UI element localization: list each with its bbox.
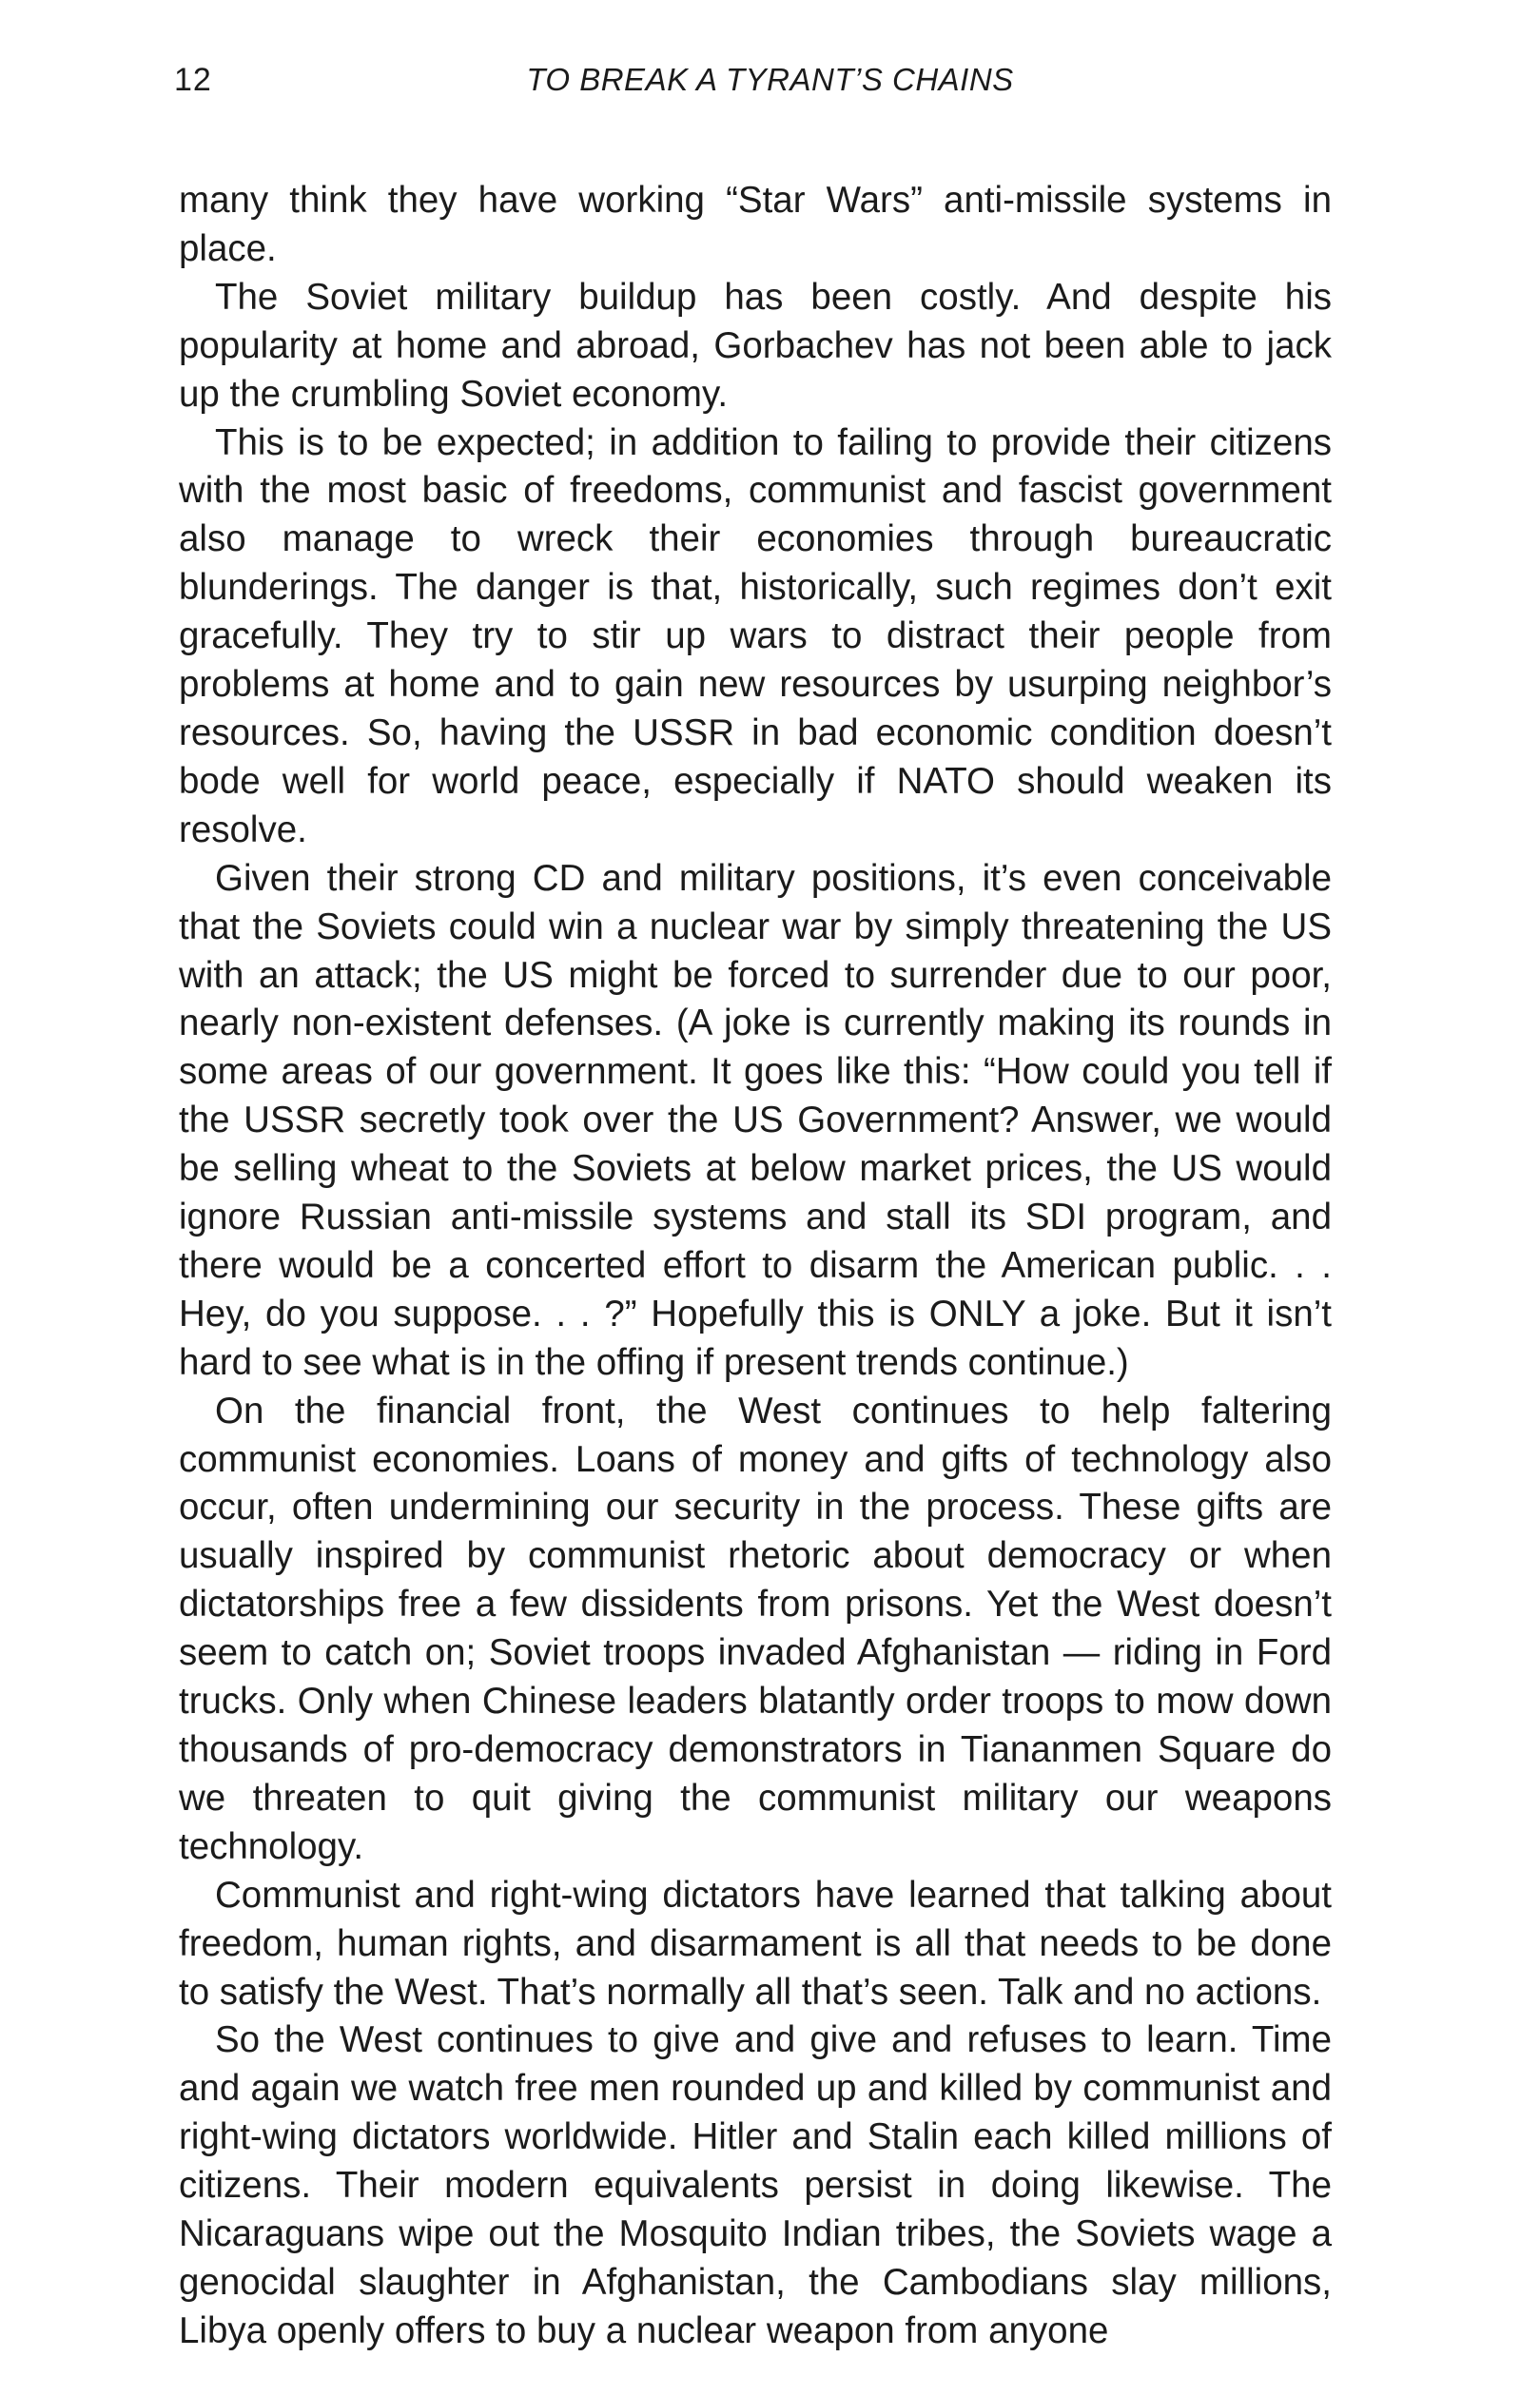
paragraph-continued: many think they have working “Star Wars” anti-missile systems in place.	[179, 180, 1332, 269]
running-title: TO BREAK A TYRANT’S CHAINS	[526, 62, 1014, 97]
body-text	[179, 177, 1332, 2356]
paragraph: On the financial front, the West continues to help faltering communist economies. Loans of money and gifts of technology also occur, often undermining our security in the process. These gifts are usually inspired by communist rhetoric about democracy or when dictatorships free a few dissidents from prisons. Yet the West doesn’t seem to catch on; Soviet troops invaded Afghanistan — riding in Ford trucks. Only when Chinese leaders blatantly order troops to mow down thousands of pro-democracy demonstrators in Tiananmen Square do we threaten to quit giving the communist military our weapons technology.	[179, 1390, 1332, 1867]
page-number: 12	[174, 62, 212, 98]
paragraph: So the West continues to give and give and refuses to learn. Time and again we watch free men rounded up and killed by communist and right-wing dictators worldwide. Hitler and Stalin each killed millions of citizens. Their modern equivalents persist in doing likewise. The Nicaraguans wipe out the Mosquito Indian tribes, the Soviets wage a genocidal slaughter in Afghanistan, the Cambodians slay millions, Libya openly offers to buy a nuclear weapon from anyone	[179, 2019, 1332, 2351]
paragraph: The Soviet military buildup has been costly. And despite his popularity at home and abroad, Gorbachev has not been able to jack up the crumbling Soviet economy.	[179, 276, 1332, 415]
paragraph: Communist and right-wing dictators have learned that talking about freedom, human rights, and disarmament is all that needs to be done to satisfy the West. That’s normally all that’s seen. Talk and no actions.	[179, 1874, 1332, 2013]
paragraph: Given their strong CD and military positions, it’s even conceivable that the Soviets could win a nuclear war by simply threatening the US with an attack; the US might be forced to surrender due to our poor, nearly non-existent defenses. (A joke is currently making its rounds in some areas of our government. It goes like this: “How could you tell if the USSR secretly took over the US Government? Answer, we would be selling wheat to the Soviets at below market prices, the US would ignore Russian anti-missile systems and stall its SDI program, and there would be a concerted effort to disarm the American public. . . Hey, do you suppose. . . ?” Hopefully this is ONLY a joke. But it isn’t hard to see what is in the offing if present trends continue.)	[179, 857, 1332, 1383]
paragraph: This is to be expected; in addition to failing to provide their citizens with the most basic of freedoms, communist and fascist government also manage to wreck their economies through bureaucratic blunderings. The danger is that, historically, such regimes don’t exit gracefully. They try to stir up wars to distract their people from problems at home and to gain new resources by usurping neighbor’s resources. So, having the USSR in bad economic condition doesn’t bode well for world peace, especially if NATO should weaken its resolve.	[179, 421, 1332, 850]
